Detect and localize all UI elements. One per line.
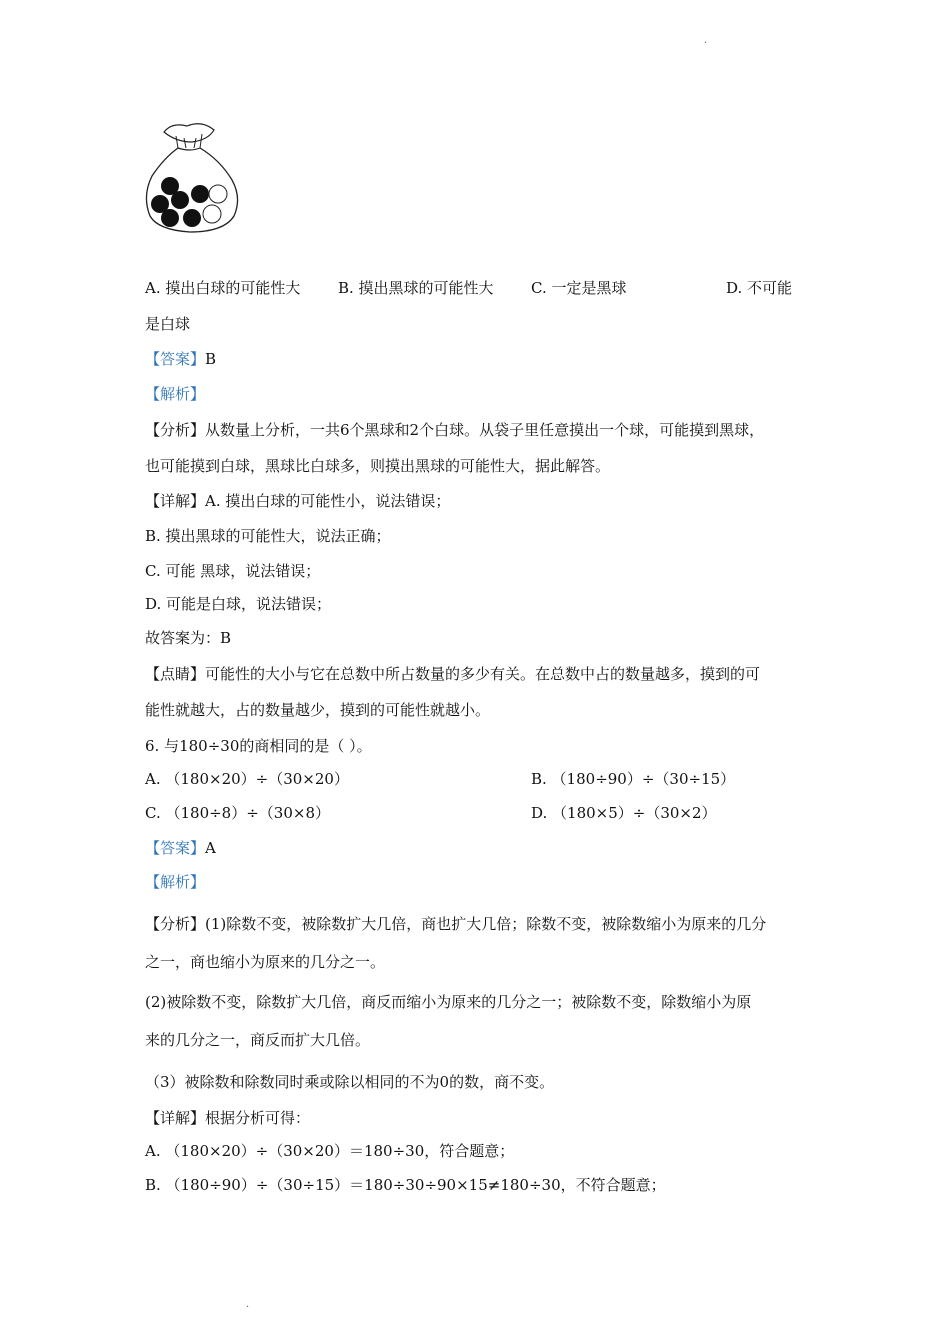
black-ball	[161, 209, 179, 227]
q5-option-d: D. 不可能	[726, 279, 793, 297]
fenxi-tag: 【分析】	[145, 421, 206, 439]
black-ball	[191, 185, 209, 203]
q5-option-b: B. 摸出黑球的可能性大	[338, 279, 494, 297]
q6-detail-a: A. （180×20）÷（30×20）＝180÷30，符合题意；	[145, 1142, 515, 1160]
q5-detail-a	[145, 491, 450, 511]
q5-fenxi-line1	[145, 420, 764, 440]
dianjing-text: 可能性的大小与它在总数中所占数量的多少有关。在总数中占的数量越多，摸到的可	[205, 665, 761, 683]
answer-value: B	[205, 350, 217, 368]
q5-analysis-tag: 【解析】	[145, 385, 206, 403]
bottom-dot-mark: ·	[246, 1302, 250, 1313]
detail-tag: 【详解】	[145, 1109, 206, 1127]
black-ball	[171, 191, 189, 209]
q5-conclusion: 故答案为：B	[145, 629, 232, 647]
q6-option-b: B. （180÷90）÷（30÷15）	[531, 770, 736, 788]
q6-detail-intro	[145, 1108, 310, 1128]
detail-text: A. 摸出白球的可能性小，说法错误；	[205, 492, 451, 510]
q5-dianjing-line2: 能性就越大，占的数量越少，摸到的可能性就越小。	[145, 701, 491, 719]
q5-option-c: C. 一定是黑球	[531, 279, 627, 297]
bag-neck	[178, 148, 200, 150]
answer-value: A	[205, 839, 216, 857]
bag-knot	[164, 124, 214, 142]
q5-option-d-continued: 是白球	[145, 315, 191, 333]
q5-answer	[145, 349, 216, 369]
q5-option-a: A. 摸出白球的可能性大	[145, 279, 301, 297]
q6-option-a: A. （180×20）÷（30×20）	[145, 770, 349, 788]
detail-text: 根据分析可得：	[205, 1109, 311, 1127]
q5-detail-d: D. 可能是白球，说法错误；	[145, 595, 332, 613]
detail-tag: 【详解】	[145, 492, 206, 510]
q6-option-d: D. （180×5）÷（30×2）	[531, 804, 717, 822]
dianjing-tag: 【点睛】	[145, 665, 206, 683]
black-ball	[183, 209, 201, 227]
answer-tag: 【答案】	[145, 350, 206, 368]
fenxi-text: (1)除数不变，被除数扩大几倍，商也扩大几倍；除数不变，被除数缩小为原来的几分	[205, 915, 767, 933]
top-dot-mark: ·	[704, 38, 708, 49]
q5-fenxi-line2: 也可能摸到白球，黑球比白球多，则摸出黑球的可能性大，据此解答。	[145, 457, 611, 475]
q6-stem: 6. 与180÷30的商相同的是（ ）。	[145, 737, 372, 755]
q6-fenxi-line2: 之一，商也缩小为原来的几分之一。	[145, 953, 386, 971]
answer-tag: 【答案】	[145, 839, 206, 857]
q5-dianjing-line1	[145, 664, 760, 684]
q6-fenxi-line1	[145, 914, 766, 934]
fenxi-tag: 【分析】	[145, 915, 206, 933]
q6-answer	[145, 838, 216, 858]
white-ball	[203, 205, 221, 223]
q6-fenxi-line3: (2)被除数不变，除数扩大几倍，商反而缩小为原来的几分之一；被除数不变，除数缩小为原	[145, 993, 752, 1011]
white-ball	[209, 185, 227, 203]
ball-bag-illustration	[142, 118, 242, 238]
q6-analysis-tag: 【解析】	[145, 873, 206, 891]
q6-detail-b: B. （180÷90）÷（30÷15）＝180÷30÷90×15≠180÷30，不符合题意；	[145, 1176, 666, 1194]
q6-fenxi-line4: 来的几分之一，商反而扩大几倍。	[145, 1031, 371, 1049]
q6-option-c: C. （180÷8）÷（30×8）	[145, 804, 330, 822]
q5-detail-c: C. 可能 黑球，说法错误；	[145, 562, 321, 580]
q6-fenxi-line5: （3）被除数和除数同时乘或除以相同的不为0的数，商不变。	[145, 1073, 555, 1091]
q5-detail-b: B. 摸出黑球的可能性大，说法正确；	[145, 527, 391, 545]
fenxi-text: 从数量上分析，一共6个黑球和2个白球。从袋子里任意摸出一个球，可能摸到黑球，	[205, 421, 765, 439]
